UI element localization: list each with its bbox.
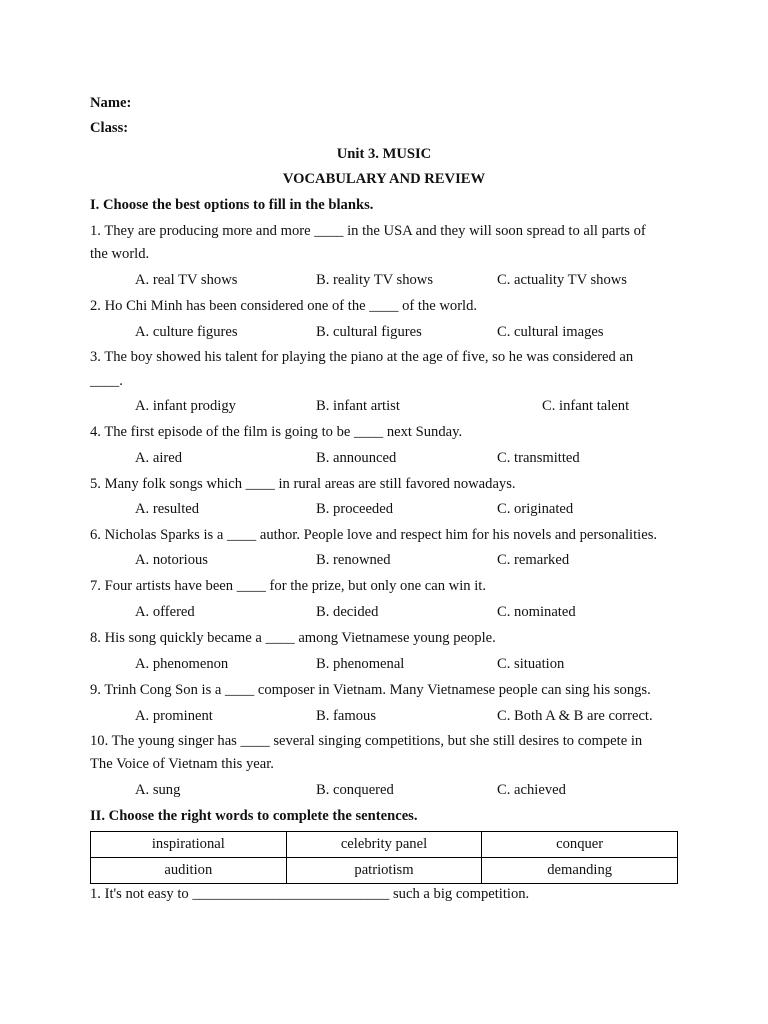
- question-2-text: 2. Ho Chi Minh has been considered one of the ____ of the world.: [90, 298, 478, 314]
- name-label: Name:: [90, 95, 132, 111]
- question-8-text: 8. His song quickly became a ____ among Vietnamese young people.: [90, 630, 496, 646]
- word-bank-table: [90, 831, 678, 884]
- question-4-option-c: C. transmitted: [497, 450, 580, 466]
- question-2-option-a: A. culture figures: [135, 324, 238, 340]
- question-5-text: 5. Many folk songs which ____ in rural areas are still favored nowadays.: [90, 476, 516, 492]
- question-10-option-a: A. sung: [135, 782, 181, 798]
- word-bank-cell: demanding: [482, 858, 678, 884]
- word-bank-cell: celebrity panel: [286, 832, 482, 858]
- question-9-text: 9. Trinh Cong Son is a ____ composer in Vietnam. Many Vietnamese people can sing his songs.: [90, 682, 651, 698]
- question-5-option-a: A. resulted: [135, 501, 200, 517]
- question-10-text: 10. The young singer has ____ several singing competitions, but she still desires to compete in: [90, 733, 643, 749]
- question-9-option-c: C. Both A & B are correct.: [497, 708, 653, 724]
- section-2-sentence-1: 1. It's not easy to ___________________________ such a big competition.: [90, 886, 530, 902]
- question-4-text: 4. The first episode of the film is going to be ____ next Sunday.: [90, 424, 463, 440]
- word-bank-cell: patriotism: [286, 858, 482, 884]
- word-bank-cell: inspirational: [91, 832, 287, 858]
- question-3-option-c: C. infant talent: [542, 398, 630, 414]
- question-1-text-cont: the world.: [90, 246, 150, 262]
- question-8-option-a: A. phenomenon: [135, 656, 229, 672]
- question-3-option-a: A. infant prodigy: [135, 398, 236, 414]
- question-1-text: 1. They are producing more and more ____ in the USA and they will soon spread to all parts of: [90, 223, 646, 239]
- question-7-text: 7. Four artists have been ____ for the prize, but only one can win it.: [90, 578, 486, 594]
- question-4-option-a: A. aired: [135, 450, 183, 466]
- question-6-text: 6. Nicholas Sparks is a ____ author. People love and respect him for his novels and personalities.: [90, 527, 658, 543]
- question-1-option-b: B. reality TV shows: [316, 272, 434, 288]
- word-bank-row: [91, 832, 678, 858]
- worksheet-subtitle: VOCABULARY AND REVIEW: [282, 171, 486, 187]
- question-9-option-b: B. famous: [316, 708, 376, 724]
- question-7-option-b: B. decided: [316, 604, 379, 620]
- question-9-option-a: A. prominent: [135, 708, 213, 724]
- question-2-option-b: B. cultural figures: [316, 324, 422, 340]
- question-10-text-cont: The Voice of Vietnam this year.: [90, 756, 274, 772]
- question-6-option-b: B. renowned: [316, 552, 391, 568]
- question-8-option-b: B. phenomenal: [316, 656, 405, 672]
- question-1-option-a: A. real TV shows: [135, 272, 238, 288]
- word-bank-cell: audition: [91, 858, 287, 884]
- question-10-option-b: B. conquered: [316, 782, 394, 798]
- section-1-heading: I. Choose the best options to fill in the blanks.: [90, 197, 374, 213]
- question-6-option-c: C. remarked: [497, 552, 570, 568]
- question-3-text: 3. The boy showed his talent for playing the piano at the age of five, so he was considered an: [90, 349, 634, 365]
- question-4-option-b: B. announced: [316, 450, 397, 466]
- word-bank-row: [91, 858, 678, 884]
- question-7-option-a: A. offered: [135, 604, 195, 620]
- question-3-option-b: B. infant artist: [316, 398, 400, 414]
- class-label: Class:: [90, 120, 129, 136]
- question-8-option-c: C. situation: [497, 656, 565, 672]
- unit-title: Unit 3. MUSIC: [336, 146, 432, 162]
- question-6-option-a: A. notorious: [135, 552, 208, 568]
- question-7-option-c: C. nominated: [497, 604, 576, 620]
- question-1-option-c: C. actuality TV shows: [497, 272, 627, 288]
- question-2-option-c: C. cultural images: [497, 324, 604, 340]
- section-2-heading: II. Choose the right words to complete the sentences.: [90, 808, 418, 824]
- question-5-option-b: B. proceeded: [316, 501, 393, 517]
- question-3-text-cont: ____.: [90, 373, 123, 389]
- question-10-option-c: C. achieved: [497, 782, 566, 798]
- question-5-option-c: C. originated: [497, 501, 574, 517]
- word-bank-cell: conquer: [482, 832, 678, 858]
